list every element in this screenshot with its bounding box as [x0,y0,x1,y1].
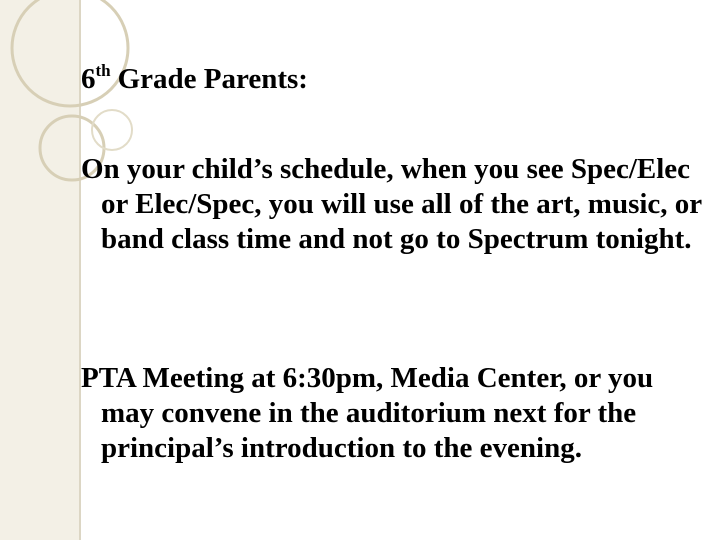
title-grade-number: 6 [81,63,96,95]
title-text: Grade Parents: [117,63,308,95]
schedule-paragraph: On your child’s schedule, when you see Spec/Elec or Elec/Spec, you will use all of the art, music, or band class time and not go to Spectrum tonight. [81,153,702,255]
slide-title [81,62,308,100]
pta-meeting-paragraph: PTA Meeting at 6:30pm, Media Center, or you may convene in the auditorium next for the principal’s introduction to the evening. [81,362,654,464]
title-ordinal-suffix: th [95,61,111,80]
